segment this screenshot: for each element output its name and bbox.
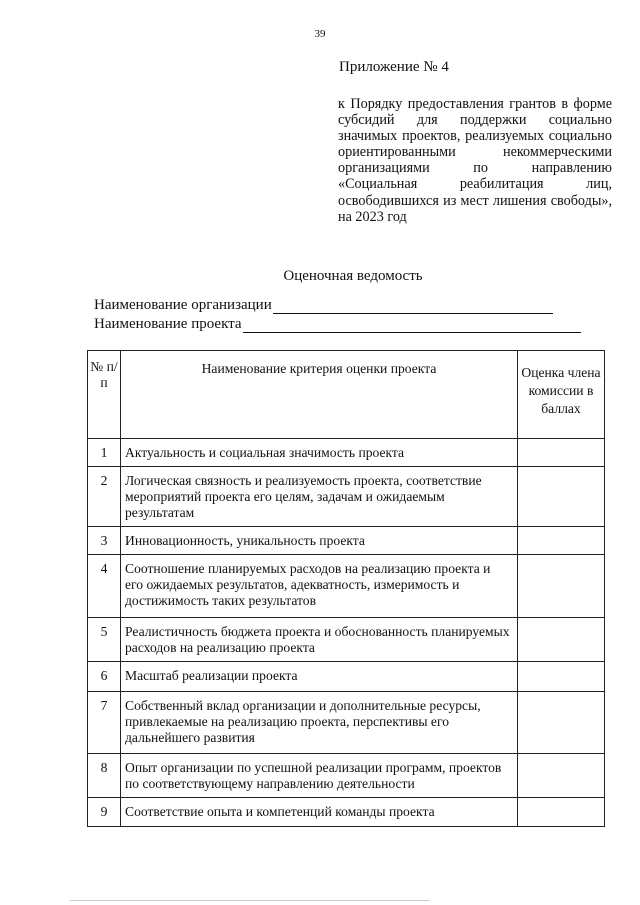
- row-number: 6: [88, 662, 121, 692]
- table-row: [88, 467, 605, 527]
- row-criterion: Опыт организации по успешной реализации программ, проектов по соответствующему направлению деятельности: [121, 754, 518, 798]
- table-row: [88, 618, 605, 662]
- row-criterion: Соотношение планируемых расходов на реализацию проекта и его ожидаемых результатов, адекватность, измеримость и достижимость таких результатов: [121, 555, 518, 618]
- table-row: [88, 527, 605, 555]
- row-score-cell[interactable]: [518, 527, 605, 555]
- row-score-cell[interactable]: [518, 754, 605, 798]
- table-row: [88, 555, 605, 618]
- row-score-cell[interactable]: [518, 467, 605, 527]
- row-score-cell[interactable]: [518, 662, 605, 692]
- row-score-cell[interactable]: [518, 555, 605, 618]
- organization-name-field[interactable]: [94, 297, 553, 314]
- appendix-title: Приложение № 4: [339, 59, 449, 75]
- row-score-cell[interactable]: [518, 439, 605, 467]
- row-number: 8: [88, 754, 121, 798]
- row-criterion: Логическая связность и реализуемость проекта, соответствие мероприятий проекта его целям, задачам и ожидаемым результатам: [121, 467, 518, 527]
- row-score-cell[interactable]: [518, 692, 605, 754]
- row-number: 1: [88, 439, 121, 467]
- criteria-table: [87, 350, 605, 827]
- table-row: [88, 662, 605, 692]
- header-number: [88, 351, 121, 439]
- appendix-text: к Порядку предоставления грантов в форме субсидий для поддержки социально значимых проектов, реализуемых социально ориентированными некоммерческими организациями по направлению «Социальная реабилитация лиц, освободившихся из мест лишения свободы», на 2023 год: [338, 96, 612, 225]
- row-criterion: Реалистичность бюджета проекта и обоснованность планируемых расходов на реализацию проекта: [121, 618, 518, 662]
- page-number: 39: [314, 28, 326, 40]
- sheet-title: Оценочная ведомость: [283, 268, 423, 284]
- header-number-label: № п/п: [90, 359, 118, 390]
- row-number: 5: [88, 618, 121, 662]
- organization-name-blank[interactable]: [273, 300, 553, 314]
- header-score: [518, 351, 605, 439]
- bottom-scan-line: [70, 900, 430, 901]
- row-number: 9: [88, 798, 121, 827]
- organization-name-label: Наименование организации: [94, 297, 272, 313]
- project-name-field[interactable]: [94, 316, 581, 333]
- row-criterion: Собственный вклад организации и дополнительные ресурсы, привлекаемые на реализацию проекта, перспективы его дальнейшего развития: [121, 692, 518, 754]
- row-criterion: Масштаб реализации проекта: [121, 662, 518, 692]
- table-header-row: [88, 351, 605, 439]
- header-score-label: Оценка члена комиссии в баллах: [521, 365, 601, 416]
- row-criterion: Инновационность, уникальность проекта: [121, 527, 518, 555]
- header-criterion: [121, 351, 518, 439]
- table-row: [88, 754, 605, 798]
- table-row: [88, 798, 605, 827]
- row-criterion: Актуальность и социальная значимость проекта: [121, 439, 518, 467]
- project-name-label: Наименование проекта: [94, 316, 242, 332]
- header-criterion-label: Наименование критерия оценки проекта: [201, 361, 437, 376]
- row-number: 4: [88, 555, 121, 618]
- row-criterion: Соответствие опыта и компетенций команды проекта: [121, 798, 518, 827]
- row-number: 2: [88, 467, 121, 527]
- project-name-blank[interactable]: [243, 319, 581, 333]
- row-score-cell[interactable]: [518, 798, 605, 827]
- table-row: [88, 692, 605, 754]
- table-row: [88, 439, 605, 467]
- row-number: 7: [88, 692, 121, 754]
- row-score-cell[interactable]: [518, 618, 605, 662]
- row-number: 3: [88, 527, 121, 555]
